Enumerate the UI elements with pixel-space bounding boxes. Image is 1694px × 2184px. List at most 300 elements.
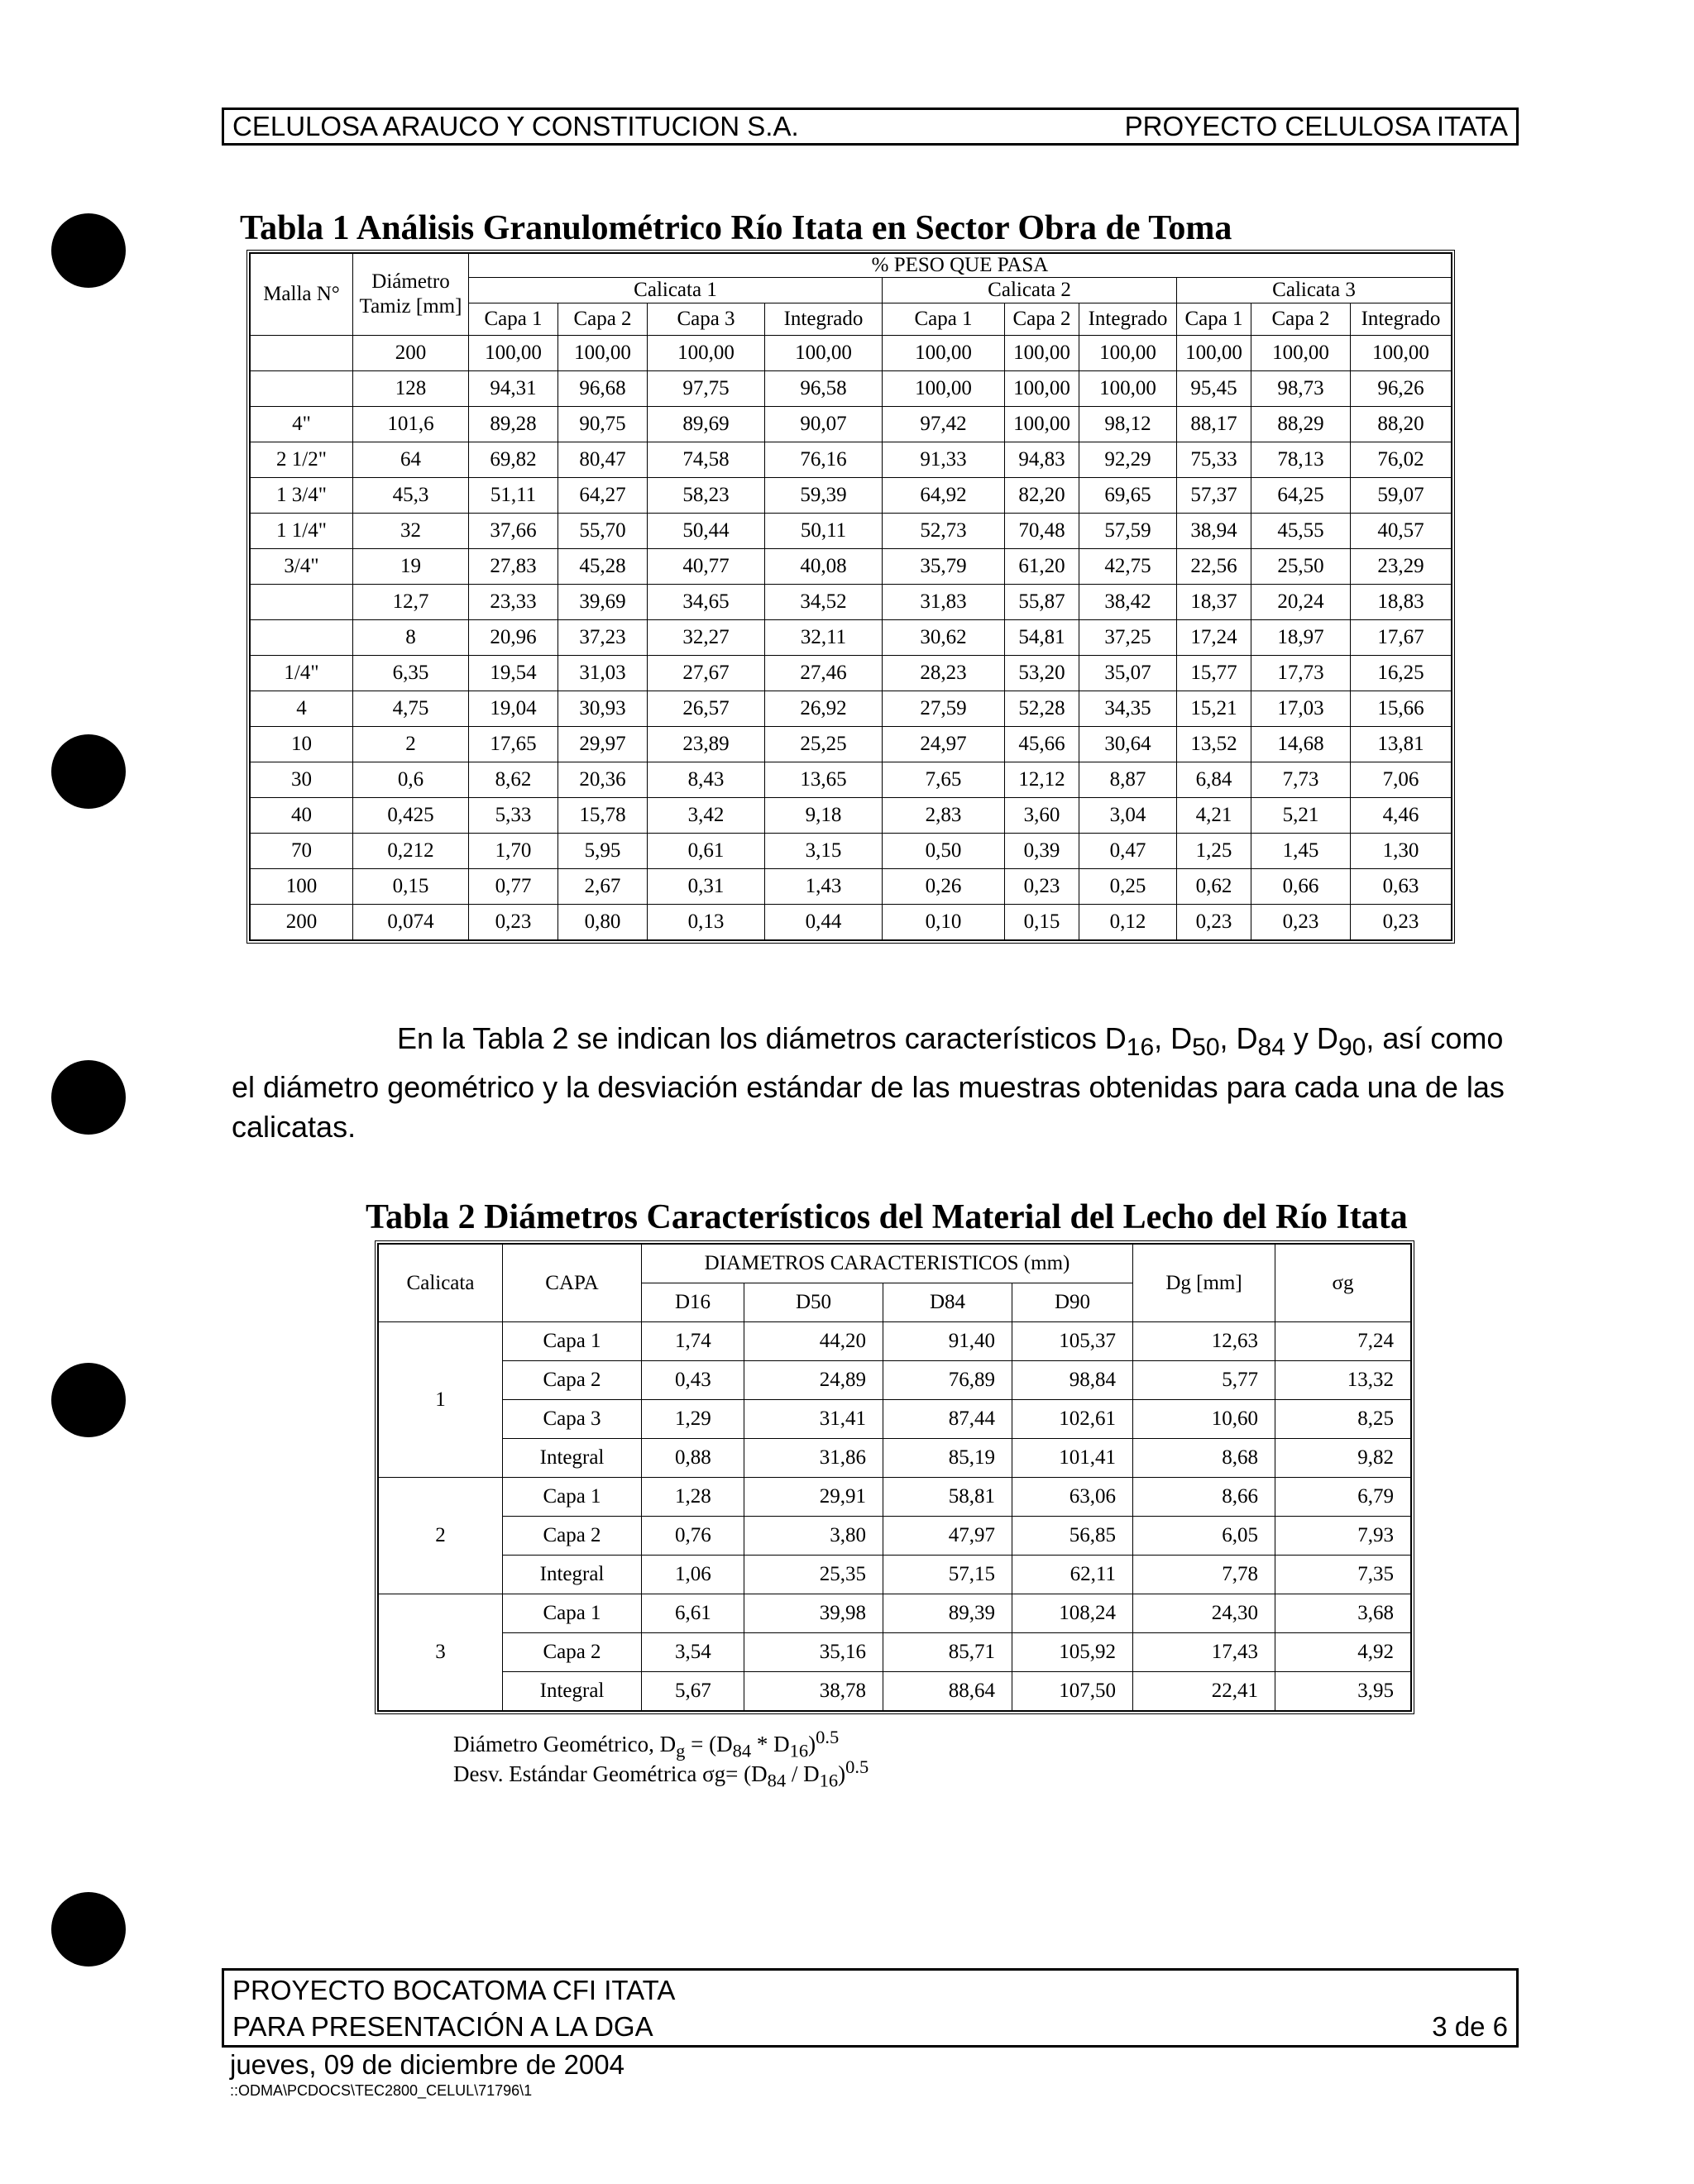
table2-cell: 1,28 <box>642 1478 744 1517</box>
table-row <box>251 834 1452 869</box>
table1-cell: 34,52 <box>765 585 883 620</box>
table2-cell: 85,19 <box>883 1439 1012 1478</box>
table2-header-dg: Dg [mm] <box>1133 1245 1275 1322</box>
page-footer <box>222 1968 1519 2048</box>
table1-cell: 1,45 <box>1251 834 1351 869</box>
table2-header-capa: CAPA <box>503 1245 642 1322</box>
table1-cell: 32 <box>353 514 469 549</box>
table1-cell: 40,77 <box>648 549 765 585</box>
table1-cell: 40 <box>251 798 353 834</box>
table1-cell: 95,45 <box>1177 371 1251 407</box>
table1-cell: 0,425 <box>353 798 469 834</box>
punch-hole <box>51 1060 126 1135</box>
table1-cell: 100,00 <box>1005 407 1079 442</box>
table2-calicata-cell: 1 <box>379 1322 503 1478</box>
table1-cell <box>251 620 353 656</box>
table1-cell: 100,00 <box>1079 336 1177 371</box>
table1-cell: 92,29 <box>1079 442 1177 478</box>
table1-cell: 16,25 <box>1351 656 1452 691</box>
table1-cell: 18,37 <box>1177 585 1251 620</box>
table1-cell: 59,39 <box>765 478 883 514</box>
table1-cell: 96,26 <box>1351 371 1452 407</box>
table1-cell <box>251 371 353 407</box>
table-row <box>379 1672 1411 1711</box>
table1-cell: 3,42 <box>648 798 765 834</box>
table1-cell: 5,33 <box>469 798 558 834</box>
table2-calicata-cell: 2 <box>379 1478 503 1594</box>
table2-cell: 5,77 <box>1133 1361 1275 1400</box>
table2-cell: 108,24 <box>1012 1594 1133 1633</box>
table2-cell: 3,95 <box>1275 1672 1411 1711</box>
table1-cell: 23,33 <box>469 585 558 620</box>
table1-cell: 17,67 <box>1351 620 1452 656</box>
table1-cell: 97,75 <box>648 371 765 407</box>
table1-cell: 30,62 <box>883 620 1005 656</box>
table1-cell: 100,00 <box>1005 371 1079 407</box>
table1-cell: 8,87 <box>1079 762 1177 798</box>
table2-cell: 6,61 <box>642 1594 744 1633</box>
table2-cell: 0,43 <box>642 1361 744 1400</box>
table1-cell: 0,10 <box>883 905 1005 940</box>
table1-cell: 0,77 <box>469 869 558 905</box>
table2-cell: 47,97 <box>883 1517 1012 1556</box>
table1-cell: 32,11 <box>765 620 883 656</box>
footer-line1: PROYECTO BOCATOMA CFI ITATA <box>232 1975 676 2005</box>
table1-cell: 55,70 <box>558 514 648 549</box>
table1-cell: 0,26 <box>883 869 1005 905</box>
table2-capa-cell: Integral <box>503 1672 642 1711</box>
table2-capa-cell: Integral <box>503 1556 642 1594</box>
table-row <box>251 798 1452 834</box>
table1-cell: 19,04 <box>469 691 558 727</box>
table2-cell: 29,91 <box>744 1478 883 1517</box>
table1-cell: 0,12 <box>1079 905 1177 940</box>
table1-cell: 100,00 <box>1005 336 1079 371</box>
table-row <box>251 371 1452 407</box>
table1-cell: 0,44 <box>765 905 883 940</box>
table2-cell: 76,89 <box>883 1361 1012 1400</box>
table1-cell: 100,00 <box>1251 336 1351 371</box>
table1-cell: 20,36 <box>558 762 648 798</box>
table2-cell: 25,35 <box>744 1556 883 1594</box>
table2-cell: 87,44 <box>883 1400 1012 1439</box>
table1-cell: 6,35 <box>353 656 469 691</box>
table1-subheader: Capa 3 <box>648 303 765 336</box>
table1-cell: 64,27 <box>558 478 648 514</box>
table1-cell: 1 1/4" <box>251 514 353 549</box>
table1-cell: 45,28 <box>558 549 648 585</box>
table1-cell: 1,70 <box>469 834 558 869</box>
table1-cell: 70 <box>251 834 353 869</box>
table1-cell: 0,15 <box>1005 905 1079 940</box>
table1-cell: 4 <box>251 691 353 727</box>
table2-cell: 7,78 <box>1133 1556 1275 1594</box>
table1-cell: 82,20 <box>1005 478 1079 514</box>
table1 <box>246 250 1455 944</box>
table1-cell: 37,25 <box>1079 620 1177 656</box>
table2-cell: 107,50 <box>1012 1672 1133 1711</box>
table1-cell: 55,87 <box>1005 585 1079 620</box>
table1-cell: 97,42 <box>883 407 1005 442</box>
table1-cell: 1,43 <box>765 869 883 905</box>
table1-cell: 13,65 <box>765 762 883 798</box>
table1-cell: 94,31 <box>469 371 558 407</box>
table1-cell: 91,33 <box>883 442 1005 478</box>
table1-cell: 38,94 <box>1177 514 1251 549</box>
table2-cell: 0,76 <box>642 1517 744 1556</box>
table1-cell: 29,97 <box>558 727 648 762</box>
table1-cell: 30,93 <box>558 691 648 727</box>
table1-header-calicata-3: Calicata 3 <box>1177 278 1452 303</box>
table1-cell: 20,96 <box>469 620 558 656</box>
table-row <box>251 656 1452 691</box>
table1-subheader: Capa 2 <box>1005 303 1079 336</box>
table1-cell: 3,04 <box>1079 798 1177 834</box>
table2-cell: 35,16 <box>744 1633 883 1672</box>
table1-cell: 2 <box>353 727 469 762</box>
table2-header-sg: σg <box>1275 1245 1411 1322</box>
table-row <box>251 727 1452 762</box>
table-row <box>251 869 1452 905</box>
table1-cell: 69,65 <box>1079 478 1177 514</box>
table1-cell: 100,00 <box>1177 336 1251 371</box>
table1-subheader: Integrado <box>1079 303 1177 336</box>
table-row <box>379 1400 1411 1439</box>
punch-hole <box>51 1892 126 1967</box>
punch-hole <box>51 1363 126 1437</box>
page-header <box>222 108 1519 146</box>
table1-cell: 100,00 <box>883 336 1005 371</box>
table1-cell: 45,3 <box>353 478 469 514</box>
table1-cell: 27,67 <box>648 656 765 691</box>
table1-cell: 23,29 <box>1351 549 1452 585</box>
table1-cell: 24,97 <box>883 727 1005 762</box>
table1-cell: 0,23 <box>1351 905 1452 940</box>
table1-cell: 101,6 <box>353 407 469 442</box>
punch-hole <box>51 213 126 288</box>
table1-cell: 75,33 <box>1177 442 1251 478</box>
footer-date: jueves, 09 de diciembre de 2004 <box>230 2049 624 2080</box>
table1-cell: 100,00 <box>558 336 648 371</box>
table2-cell: 7,93 <box>1275 1517 1411 1556</box>
table1-cell: 76,16 <box>765 442 883 478</box>
punch-hole <box>51 734 126 809</box>
table2-cell: 4,92 <box>1275 1633 1411 1672</box>
footer-path: ::ODMA\PCDOCS\TEC2800_CELUL\71796\1 <box>230 2082 533 2099</box>
header-project: PROYECTO CELULOSA ITATA <box>1124 111 1508 141</box>
table-row <box>379 1322 1411 1361</box>
table1-cell: 30,64 <box>1079 727 1177 762</box>
table1-cell: 80,47 <box>558 442 648 478</box>
table1-cell: 78,13 <box>1251 442 1351 478</box>
table1-header-calicata-2: Calicata 2 <box>883 278 1177 303</box>
table-row <box>251 336 1452 371</box>
table1-cell: 0,23 <box>1005 869 1079 905</box>
table1-cell: 1 3/4" <box>251 478 353 514</box>
table1-cell: 5,95 <box>558 834 648 869</box>
table1-subheader: Capa 1 <box>883 303 1005 336</box>
table1-cell: 17,03 <box>1251 691 1351 727</box>
table1-cell: 0,63 <box>1351 869 1452 905</box>
table2-cell: 39,98 <box>744 1594 883 1633</box>
table2-cell: 91,40 <box>883 1322 1012 1361</box>
table1-cell: 10 <box>251 727 353 762</box>
table1-cell: 0,13 <box>648 905 765 940</box>
table2-header-group: DIAMETROS CARACTERISTICOS (mm) <box>642 1245 1133 1283</box>
table2-cell: 1,29 <box>642 1400 744 1439</box>
table2-cell: 10,60 <box>1133 1400 1275 1439</box>
table-row <box>251 762 1452 798</box>
table1-cell: 35,79 <box>883 549 1005 585</box>
table1-cell: 0,23 <box>1251 905 1351 940</box>
table1-cell: 96,58 <box>765 371 883 407</box>
table2-cell: 3,80 <box>744 1517 883 1556</box>
table1-cell: 31,83 <box>883 585 1005 620</box>
table2-cell: 8,66 <box>1133 1478 1275 1517</box>
table1-cell: 0,6 <box>353 762 469 798</box>
table1-cell: 9,18 <box>765 798 883 834</box>
formula-sg: Desv. Estándar Geométrica $\sigma g= (D_{84} / D_{16})^{0.5}$ <box>453 1756 869 1791</box>
table1-cell: 0,23 <box>469 905 558 940</box>
table1-cell: 34,35 <box>1079 691 1177 727</box>
table2-cell: 6,79 <box>1275 1478 1411 1517</box>
table1-cell: 17,65 <box>469 727 558 762</box>
table-row <box>251 549 1452 585</box>
table1-cell: 15,78 <box>558 798 648 834</box>
table2-capa-cell: Capa 1 <box>503 1322 642 1361</box>
table2-capa-cell: Capa 3 <box>503 1400 642 1439</box>
table2-cell: 24,89 <box>744 1361 883 1400</box>
table1-cell: 1/4" <box>251 656 353 691</box>
table1-cell: 26,57 <box>648 691 765 727</box>
table1-header-group: % PESO QUE PASA <box>469 254 1452 278</box>
table2-cell: 5,67 <box>642 1672 744 1711</box>
table1-cell: 15,77 <box>1177 656 1251 691</box>
table1-cell: 64,92 <box>883 478 1005 514</box>
table-row <box>251 478 1452 514</box>
table2-cell: 85,71 <box>883 1633 1012 1672</box>
table1-cell: 96,68 <box>558 371 648 407</box>
table1-cell: 37,23 <box>558 620 648 656</box>
table1-cell: 59,07 <box>1351 478 1452 514</box>
table2-cell: 12,63 <box>1133 1322 1275 1361</box>
table2-subheader: D16 <box>642 1283 744 1322</box>
table1-cell: 0,074 <box>353 905 469 940</box>
table1-cell: 7,73 <box>1251 762 1351 798</box>
table1-cell: 20,24 <box>1251 585 1351 620</box>
table-row <box>379 1633 1411 1672</box>
table1-cell: 100,00 <box>648 336 765 371</box>
table2-subheader: D84 <box>883 1283 1012 1322</box>
table1-cell: 7,06 <box>1351 762 1452 798</box>
table1-cell: 19,54 <box>469 656 558 691</box>
table1-subheader: Capa 2 <box>558 303 648 336</box>
table1-cell: 13,81 <box>1351 727 1452 762</box>
table1-cell: 5,21 <box>1251 798 1351 834</box>
table2-cell: 7,35 <box>1275 1556 1411 1594</box>
table1-cell: 34,65 <box>648 585 765 620</box>
table2-cell: 105,37 <box>1012 1322 1133 1361</box>
table2-cell: 9,82 <box>1275 1439 1411 1478</box>
table1-cell: 4,46 <box>1351 798 1452 834</box>
table1-cell: 19 <box>353 549 469 585</box>
table1-cell: 200 <box>251 905 353 940</box>
table-row <box>251 442 1452 478</box>
table2-calicata-cell: 3 <box>379 1594 503 1711</box>
table1-cell: 2 1/2" <box>251 442 353 478</box>
table1-cell: 50,44 <box>648 514 765 549</box>
table1-cell: 3/4" <box>251 549 353 585</box>
table1-cell: 14,68 <box>1251 727 1351 762</box>
table1-cell: 58,23 <box>648 478 765 514</box>
table2-cell: 56,85 <box>1012 1517 1133 1556</box>
table2-capa-cell: Capa 2 <box>503 1361 642 1400</box>
table2-cell: 0,88 <box>642 1439 744 1478</box>
table1-cell: 25,50 <box>1251 549 1351 585</box>
table1-cell: 54,81 <box>1005 620 1079 656</box>
table1-cell: 2,83 <box>883 798 1005 834</box>
table1-cell: 52,73 <box>883 514 1005 549</box>
table1-cell: 0,23 <box>1177 905 1251 940</box>
table1-cell: 40,57 <box>1351 514 1452 549</box>
table2-cell: 17,43 <box>1133 1633 1275 1672</box>
table1-cell: 12,7 <box>353 585 469 620</box>
table2-cell: 57,15 <box>883 1556 1012 1594</box>
table1-subheader: Integrado <box>765 303 883 336</box>
table2-cell: 24,30 <box>1133 1594 1275 1633</box>
table1-cell: 7,65 <box>883 762 1005 798</box>
table1-cell: 90,07 <box>765 407 883 442</box>
table1-cell: 88,29 <box>1251 407 1351 442</box>
table1-cell: 26,92 <box>765 691 883 727</box>
table1-cell: 18,83 <box>1351 585 1452 620</box>
table1-cell: 27,83 <box>469 549 558 585</box>
table1-cell: 25,25 <box>765 727 883 762</box>
table1-cell: 57,59 <box>1079 514 1177 549</box>
table-row <box>379 1478 1411 1517</box>
table2-capa-cell: Capa 2 <box>503 1633 642 1672</box>
table1-cell: 74,58 <box>648 442 765 478</box>
table1-cell: 69,82 <box>469 442 558 478</box>
table2 <box>375 1240 1414 1714</box>
table1-cell: 8,62 <box>469 762 558 798</box>
table1-cell: 17,24 <box>1177 620 1251 656</box>
table1-cell: 0,61 <box>648 834 765 869</box>
table1-cell: 22,56 <box>1177 549 1251 585</box>
table2-cell: 102,61 <box>1012 1400 1133 1439</box>
table-row <box>379 1556 1411 1594</box>
table1-cell: 61,20 <box>1005 549 1079 585</box>
table1-title: Tabla 1 Análisis Granulométrico Río Itata en Sector Obra de Toma <box>240 209 1232 247</box>
table1-header-diametro: Diámetro Tamiz [mm] <box>353 254 469 336</box>
table1-cell: 30 <box>251 762 353 798</box>
table1-cell: 45,66 <box>1005 727 1079 762</box>
table2-cell: 22,41 <box>1133 1672 1275 1711</box>
table1-cell: 28,23 <box>883 656 1005 691</box>
table1-cell: 23,89 <box>648 727 765 762</box>
table1-cell: 94,83 <box>1005 442 1079 478</box>
table2-cell: 31,41 <box>744 1400 883 1439</box>
table1-cell: 70,48 <box>1005 514 1079 549</box>
table-row <box>251 514 1452 549</box>
table1-cell: 52,28 <box>1005 691 1079 727</box>
table1-cell: 8 <box>353 620 469 656</box>
table1-cell: 0,212 <box>353 834 469 869</box>
table1-cell: 50,11 <box>765 514 883 549</box>
table-row <box>251 620 1452 656</box>
footer-page-number: 3 de 6 <box>1432 2011 1508 2042</box>
table1-cell: 98,12 <box>1079 407 1177 442</box>
table1-cell: 42,75 <box>1079 549 1177 585</box>
table1-cell: 39,69 <box>558 585 648 620</box>
table1-cell: 13,52 <box>1177 727 1251 762</box>
table-row <box>379 1517 1411 1556</box>
table2-capa-cell: Capa 2 <box>503 1517 642 1556</box>
table1-header-malla: Malla N° <box>251 254 353 336</box>
table1-cell: 0,31 <box>648 869 765 905</box>
table1-cell: 0,39 <box>1005 834 1079 869</box>
table1-cell: 89,69 <box>648 407 765 442</box>
table1-cell: 57,37 <box>1177 478 1251 514</box>
table1-cell: 32,27 <box>648 620 765 656</box>
table-row <box>251 691 1452 727</box>
table2-cell: 31,86 <box>744 1439 883 1478</box>
table2-header-calicata: Calicata <box>379 1245 503 1322</box>
table-row <box>251 585 1452 620</box>
table2-cell: 62,11 <box>1012 1556 1133 1594</box>
table1-cell: 0,62 <box>1177 869 1251 905</box>
table1-cell: 0,47 <box>1079 834 1177 869</box>
table1-cell: 15,21 <box>1177 691 1251 727</box>
table1-cell: 0,50 <box>883 834 1005 869</box>
table1-cell: 6,84 <box>1177 762 1251 798</box>
table2-cell: 8,68 <box>1133 1439 1275 1478</box>
table2-capa-cell: Capa 1 <box>503 1478 642 1517</box>
table-row <box>379 1361 1411 1400</box>
table1-cell: 89,28 <box>469 407 558 442</box>
table2-cell: 13,32 <box>1275 1361 1411 1400</box>
table-row <box>379 1439 1411 1478</box>
table2-cell: 1,74 <box>642 1322 744 1361</box>
table2-cell: 3,68 <box>1275 1594 1411 1633</box>
table1-header-calicata-1: Calicata 1 <box>469 278 883 303</box>
table2-capa-cell: Integral <box>503 1439 642 1478</box>
table1-cell: 15,66 <box>1351 691 1452 727</box>
table2-cell: 105,92 <box>1012 1633 1133 1672</box>
table1-cell: 53,20 <box>1005 656 1079 691</box>
table1-cell: 8,43 <box>648 762 765 798</box>
table1-cell: 1,30 <box>1351 834 1452 869</box>
table1-cell: 100,00 <box>883 371 1005 407</box>
table1-cell: 2,67 <box>558 869 648 905</box>
table1-cell: 64,25 <box>1251 478 1351 514</box>
table2-cell: 58,81 <box>883 1478 1012 1517</box>
table1-cell: 12,12 <box>1005 762 1079 798</box>
table1-cell: 128 <box>353 371 469 407</box>
table1-cell: 100,00 <box>765 336 883 371</box>
table-row <box>251 905 1452 940</box>
table1-subheader: Capa 1 <box>1177 303 1251 336</box>
table2-cell: 44,20 <box>744 1322 883 1361</box>
table1-cell: 3,60 <box>1005 798 1079 834</box>
table1-cell: 100 <box>251 869 353 905</box>
table1-cell: 51,11 <box>469 478 558 514</box>
table1-cell: 31,03 <box>558 656 648 691</box>
table1-cell: 4" <box>251 407 353 442</box>
table1-cell: 100,00 <box>1351 336 1452 371</box>
table2-title: Tabla 2 Diámetros Característicos del Material del Lecho del Río Itata <box>366 1198 1408 1236</box>
table1-cell: 4,21 <box>1177 798 1251 834</box>
